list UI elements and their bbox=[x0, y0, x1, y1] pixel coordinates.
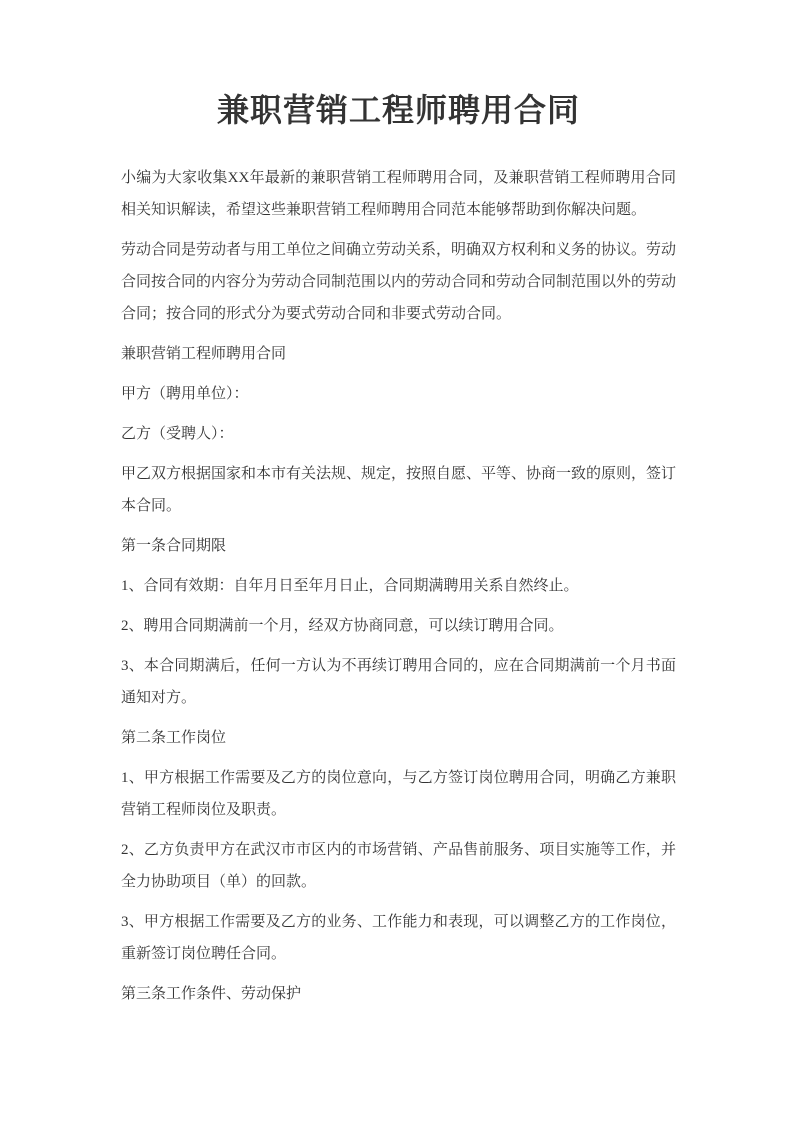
labor-contract-definition-paragraph: 劳动合同是劳动者与用工单位之间确立劳动关系，明确双方权利和义务的协议。劳动合同按合同的内容分为劳动合同制范围以内的劳动合同和劳动合同制范围以外的劳动合同；按合同的形式分为要式劳动合同和非要式劳动合同。 bbox=[121, 242, 677, 322]
contract-subtitle-line: 兼职营销工程师聘用合同 bbox=[121, 346, 287, 362]
intro-paragraph: 小编为大家收集XX年最新的兼职营销工程师聘用合同，及兼职营销工程师聘用合同相关知识解读，希望这些兼职营销工程师聘用合同范本能够帮助到你解决问题。 bbox=[121, 170, 676, 218]
article-1-item-3: 3、本合同期满后，任何一方认为不再续订聘用合同的，应在合同期满前一个月书面通知对方。 bbox=[121, 658, 676, 706]
article-3-heading: 第三条工作条件、劳动保护 bbox=[121, 986, 302, 1002]
document-title: 兼职营销工程师聘用合同 bbox=[216, 92, 580, 128]
article-2-item-2: 2、乙方负责甲方在武汉市市区内的市场营销、产品售前服务、项目实施等工作，并全力协助项目（单）的回款。 bbox=[121, 842, 676, 890]
article-1-item-2: 2、聘用合同期满前一个月，经双方协商同意，可以续订聘用合同。 bbox=[121, 618, 564, 634]
article-2-item-1: 1、甲方根据工作需要及乙方的岗位意向，与乙方签订岗位聘用合同，明确乙方兼职营销工程师岗位及职责。 bbox=[121, 770, 676, 818]
article-2-item-3: 3、甲方根据工作需要及乙方的业务、工作能力和表现，可以调整乙方的工作岗位，重新签订岗位聘任合同。 bbox=[121, 914, 676, 962]
party-a-line: 甲方（聘用单位）： bbox=[121, 386, 249, 402]
article-1-item-1: 1、合同有效期：自年月日至年月日止，合同期满聘用关系自然终止。 bbox=[121, 578, 579, 594]
party-b-line: 乙方（受聘人）： bbox=[121, 426, 234, 442]
article-1-heading: 第一条合同期限 bbox=[121, 538, 227, 554]
article-2-heading: 第二条工作岗位 bbox=[121, 730, 227, 746]
preamble-paragraph: 甲乙双方根据国家和本市有关法规、规定，按照自愿、平等、协商一致的原则，签订本合同。 bbox=[121, 466, 677, 514]
